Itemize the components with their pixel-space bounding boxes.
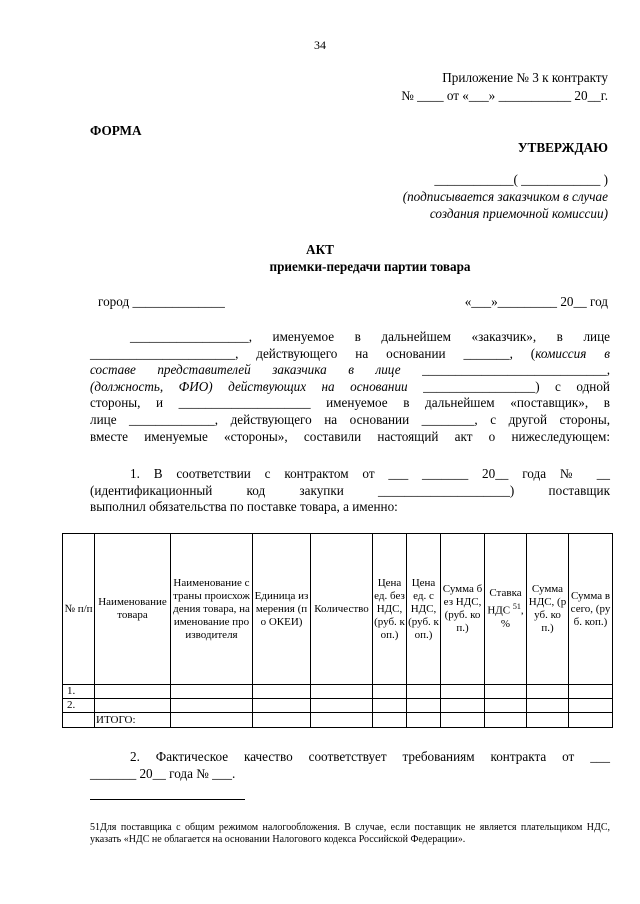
row-number: 1.: [63, 685, 95, 699]
header-cell: Ставка НДС $^{51}$, %: [485, 534, 527, 685]
header-cell: Единица измерения (по ОКЕИ): [253, 534, 311, 685]
form-label: ФОРМА: [90, 123, 142, 138]
act-subtitle: приемки-передачи партии товара: [269, 259, 471, 274]
city-field: город ______________: [98, 294, 225, 309]
clause-2-line: 2. Фактическое качество соответствует требованиям контракта от ___: [130, 749, 610, 764]
footnote-separator: [90, 799, 245, 800]
footnote: 51Для поставщика с общим режимом налогообложения. В случае, если поставщик не является плательщиком НДС, указать «НДС не облагается на основании Налогового кодекса Российской Федерации».: [90, 822, 610, 845]
clause-1-line: 1. В соответствии с контрактом от ___ _______ 20__ года № __: [130, 466, 610, 481]
header-cell: Сумма всего, (руб. коп.): [569, 534, 613, 685]
signature-line: ____________( ____________ ): [434, 172, 608, 187]
date-field: «___»_________ 20__ год: [464, 294, 608, 309]
approval-note-line1: (подписывается заказчиком в случае: [402, 189, 608, 204]
table-row: [63, 685, 613, 699]
clause-2: [90, 749, 610, 782]
clause-2-line: _______ 20__ года № ___.: [90, 765, 236, 781]
intro-line: вместе именуемые «стороны», составили настоящий акт о нижеследующем:: [90, 428, 610, 444]
intro-line: ______________________, действующего на основании _______, (комиссия в: [90, 345, 610, 361]
intro-line: __________________, именуемое в дальнейшем «заказчик», в лице: [130, 329, 610, 344]
header-cell: Наименование страны происхождения товара, наименование производителя: [171, 534, 253, 685]
approve-heading: УТВЕРЖДАЮ: [517, 140, 608, 155]
header-cell: Наименование товара: [95, 534, 171, 685]
page-number: 34: [314, 38, 326, 52]
table-row: [63, 699, 613, 713]
header-cell: Сумма НДС, (руб. коп.): [527, 534, 569, 685]
header-cell: Цена ед. с НДС, (руб. коп.): [407, 534, 441, 685]
header-cell: Цена ед. без НДС, (руб. коп.): [373, 534, 407, 685]
intro-line: лице _____________, действующего на основании ________, с другой стороны,: [90, 411, 610, 427]
total-label: ИТОГО:: [95, 713, 171, 728]
act-title: АКТ: [306, 242, 334, 257]
appendix-line: Приложение № 3 к контракту: [442, 70, 608, 85]
intro-line: (должность, ФИО) действующих на основании _________________) с одной: [90, 378, 610, 394]
header-cell: Количество: [311, 534, 373, 685]
intro-line: составе представителей заказчика в лице ____________________________,: [90, 362, 610, 378]
clause-1: [90, 466, 610, 516]
table-total-row: [63, 713, 613, 728]
header-cell: № п/п: [63, 534, 95, 685]
contract-reference-line: № ____ от «___» ___________ 20__г.: [401, 88, 608, 103]
approval-note-line2: создания приемочной комиссии): [429, 206, 608, 221]
row-number: 2.: [63, 699, 95, 713]
intro-paragraph: [90, 329, 610, 445]
clause-1-line: (идентификационный код закупки ____________________) поставщик: [90, 482, 610, 498]
clause-1-line: выполнил обязательства по поставке товара, а именно:: [90, 499, 398, 515]
goods-table: [62, 533, 613, 728]
header-cell: Сумма без НДС, (руб. коп.): [441, 534, 485, 685]
intro-line: стороны, и ____________________ именуемое в дальнейшем «поставщик», в: [90, 395, 610, 411]
